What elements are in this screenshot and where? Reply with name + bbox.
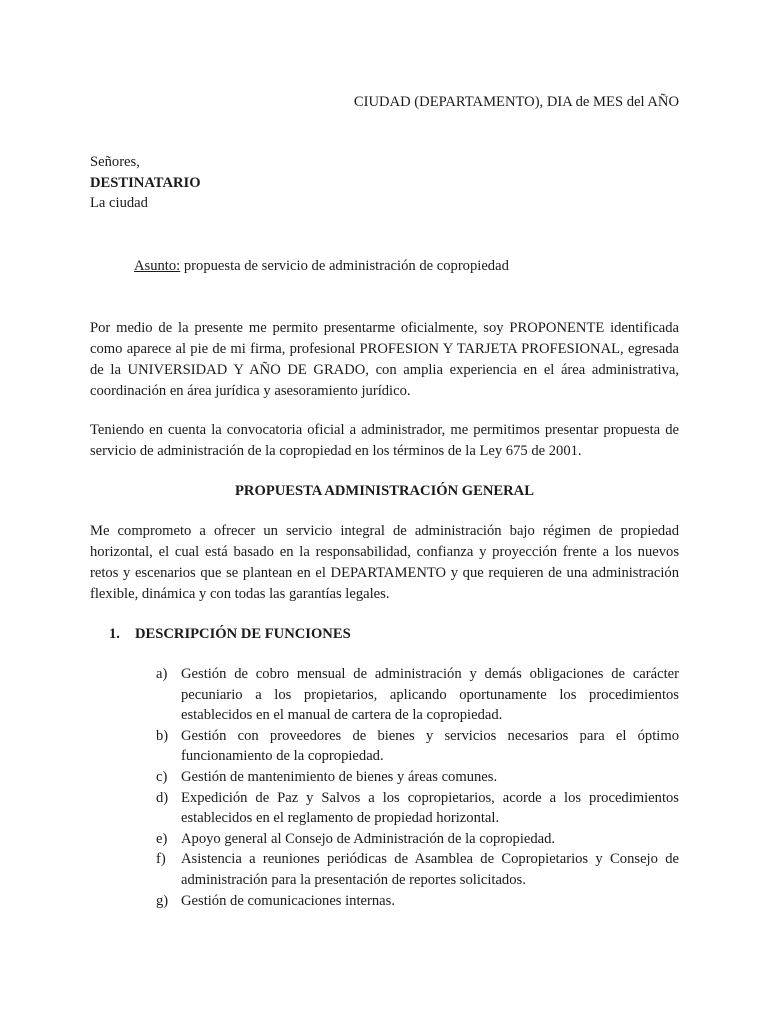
- commitment-paragraph: Me comprometo a ofrecer un servicio integral de administración bajo régimen de propiedad horizontal, el cual está basado en la responsabilidad, confianza y proyección frente a los nuevos retos y escenarios que se plantean en el DEPARTAMENTO y que requieren de una administración flexible, dinámica y con todas las garantías legales.: [90, 523, 679, 602]
- subject-text: propuesta de servicio de administración de copropiedad: [180, 258, 509, 274]
- list-item: [156, 891, 679, 912]
- recipient-name: DESTINATARIO: [90, 174, 201, 191]
- section-title: [109, 624, 351, 644]
- list-item-text: Gestión de cobro mensual de administración y demás obligaciones de carácter pecuniario a los propietarios, aplicando oportunamente los procedimientos establecidos en el manual de cartera de la copropiedad.: [181, 666, 679, 724]
- list-item-text: Expedición de Paz y Salvos a los copropietarios, acorde a los procedimientos establecidos en el reglamento de propiedad horizontal.: [181, 789, 679, 827]
- intro-paragraph: Por medio de la presente me permito presentarme oficialmente, soy PROPONENTE identificada como aparece al pie de mi firma, profesional PROFESION Y TARJETA PROFESIONAL, egresada de la UNIVERSIDAD Y AÑO DE GRADO, con amplia experiencia en el área administrativa, coordinación en área jurídica y asesoramiento jurídico.: [90, 320, 679, 399]
- list-item-text: Asistencia a reuniones periódicas de Asamblea de Copropietarios y Consejo de administración para la presentación de reportes solicitados.: [181, 851, 679, 888]
- section-title-text: DESCRIPCIÓN DE FUNCIONES: [135, 626, 351, 642]
- list-item-text: Gestión de mantenimiento de bienes y áreas comunes.: [181, 768, 498, 785]
- list-marker: g): [156, 892, 169, 909]
- convocation-paragraph: Teniendo en cuenta la convocatoria oficial a administrador, me permitimos presentar propuesta de servicio de administración de la copropiedad en los términos de la Ley 675 de 2001.: [90, 422, 679, 459]
- list-item: [156, 829, 679, 850]
- list-marker: a): [156, 666, 168, 682]
- list-item: [156, 849, 679, 890]
- list-item-text: Gestión con proveedores de bienes y servicios necesarios para el óptimo funcionamiento de la copropiedad.: [181, 727, 679, 765]
- subject-label: Asunto:: [134, 258, 181, 274]
- list-marker: e): [156, 830, 168, 847]
- list-marker: f): [156, 851, 166, 868]
- list-marker: c): [156, 768, 168, 785]
- proposal-heading: PROPUESTA ADMINISTRACIÓN GENERAL: [235, 483, 534, 499]
- subject-line: [134, 256, 509, 276]
- list-item: [156, 788, 679, 829]
- list-item-text: Apoyo general al Consejo de Administración de la copropiedad.: [181, 830, 556, 847]
- date-line: CIUDAD (DEPARTAMENTO), DIA de MES del AÑO: [353, 94, 679, 110]
- list-item: [156, 767, 679, 788]
- functions-list: [156, 664, 679, 911]
- list-item-text: Gestión de comunicaciones internas.: [181, 892, 395, 909]
- list-marker: b): [156, 727, 169, 744]
- recipient-city: La ciudad: [90, 195, 148, 211]
- addressee-block: [90, 152, 201, 214]
- list-item: [156, 664, 679, 726]
- list-marker: d): [156, 789, 169, 806]
- section-number: 1.: [109, 626, 120, 642]
- list-item: [156, 726, 679, 767]
- salutation: Señores,: [90, 154, 140, 170]
